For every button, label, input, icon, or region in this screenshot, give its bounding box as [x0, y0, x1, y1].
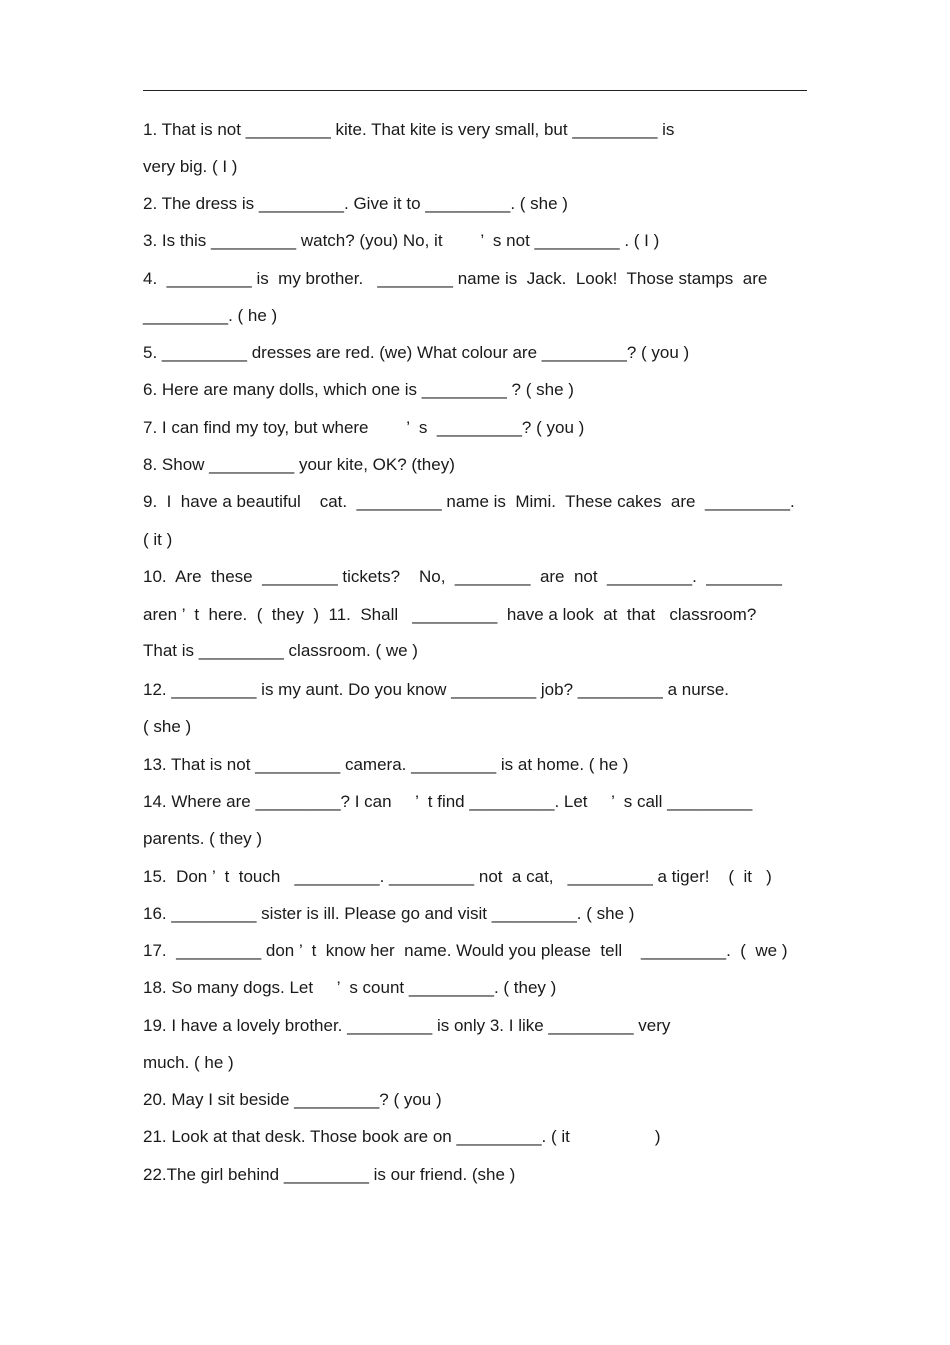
exercise-line: parents. ( they ): [143, 829, 263, 848]
exercise-line: 7. I can find my toy, but where ’ s _________? ( you ): [143, 418, 585, 437]
exercise-line: 13. That is not _________ camera. _________ is at home. ( he ): [143, 755, 629, 774]
exercise-line: 17. _________ don ’ t know her name. Would you please tell _________. ( we ): [143, 941, 788, 960]
exercise-line: 22.The girl behind _________ is our friend. (she ): [143, 1165, 516, 1184]
exercise-line: That is _________ classroom. ( we ): [143, 641, 418, 660]
exercise-line: 6. Here are many dolls, which one is _________ ? ( she ): [143, 380, 574, 399]
exercise-line: ( it ): [143, 530, 173, 549]
exercise-line: much. ( he ): [143, 1053, 234, 1072]
header-rule: [143, 90, 807, 91]
exercise-line: 3. Is this _________ watch? (you) No, it ’ s not _________ . ( I ): [143, 231, 660, 250]
exercise-line: 20. May I sit beside _________? ( you ): [143, 1090, 442, 1109]
exercise-line: 1. That is not _________ kite. That kite is very small, but _________ is: [143, 120, 675, 139]
exercise-line: 14. Where are _________? I can ’ t find _________. Let ’ s call _________: [143, 792, 753, 811]
exercise-line: 12. _________ is my aunt. Do you know _________ job? _________ a nurse.: [143, 680, 730, 699]
exercise-line: 18. So many dogs. Let ’ s count _________. ( they ): [143, 978, 557, 997]
exercise-line: very big. ( I ): [143, 157, 238, 176]
exercise-line: 5. _________ dresses are red. (we) What colour are _________? ( you ): [143, 343, 690, 362]
exercise-line: _________. ( he ): [143, 306, 278, 325]
exercise-line: 19. I have a lovely brother. _________ is only 3. I like _________ very: [143, 1016, 671, 1035]
exercise-line: 2. The dress is _________. Give it to _________. ( she ): [143, 194, 568, 213]
exercise-line: 16. _________ sister is ill. Please go and visit _________. ( she ): [143, 904, 635, 923]
exercise-line: 15. Don ’ t touch _________. _________ not a cat, _________ a tiger! ( it ): [143, 867, 772, 886]
exercise-line: 4. _________ is my brother. ________ name is Jack. Look! Those stamps are: [143, 269, 768, 288]
exercise-line: 21. Look at that desk. Those book are on _________. ( it ): [143, 1127, 661, 1146]
exercise-line: aren ’ t here. ( they ) 11. Shall _________ have a look at that classroom?: [143, 605, 757, 624]
exercise-line: 10. Are these ________ tickets? No, ________ are not _________. ________: [143, 567, 782, 586]
exercise-line: ( she ): [143, 717, 192, 736]
exercise-line: 9. I have a beautiful cat. _________ name is Mimi. These cakes are _________.: [143, 492, 795, 511]
exercise-line: 8. Show _________ your kite, OK? (they): [143, 455, 455, 474]
